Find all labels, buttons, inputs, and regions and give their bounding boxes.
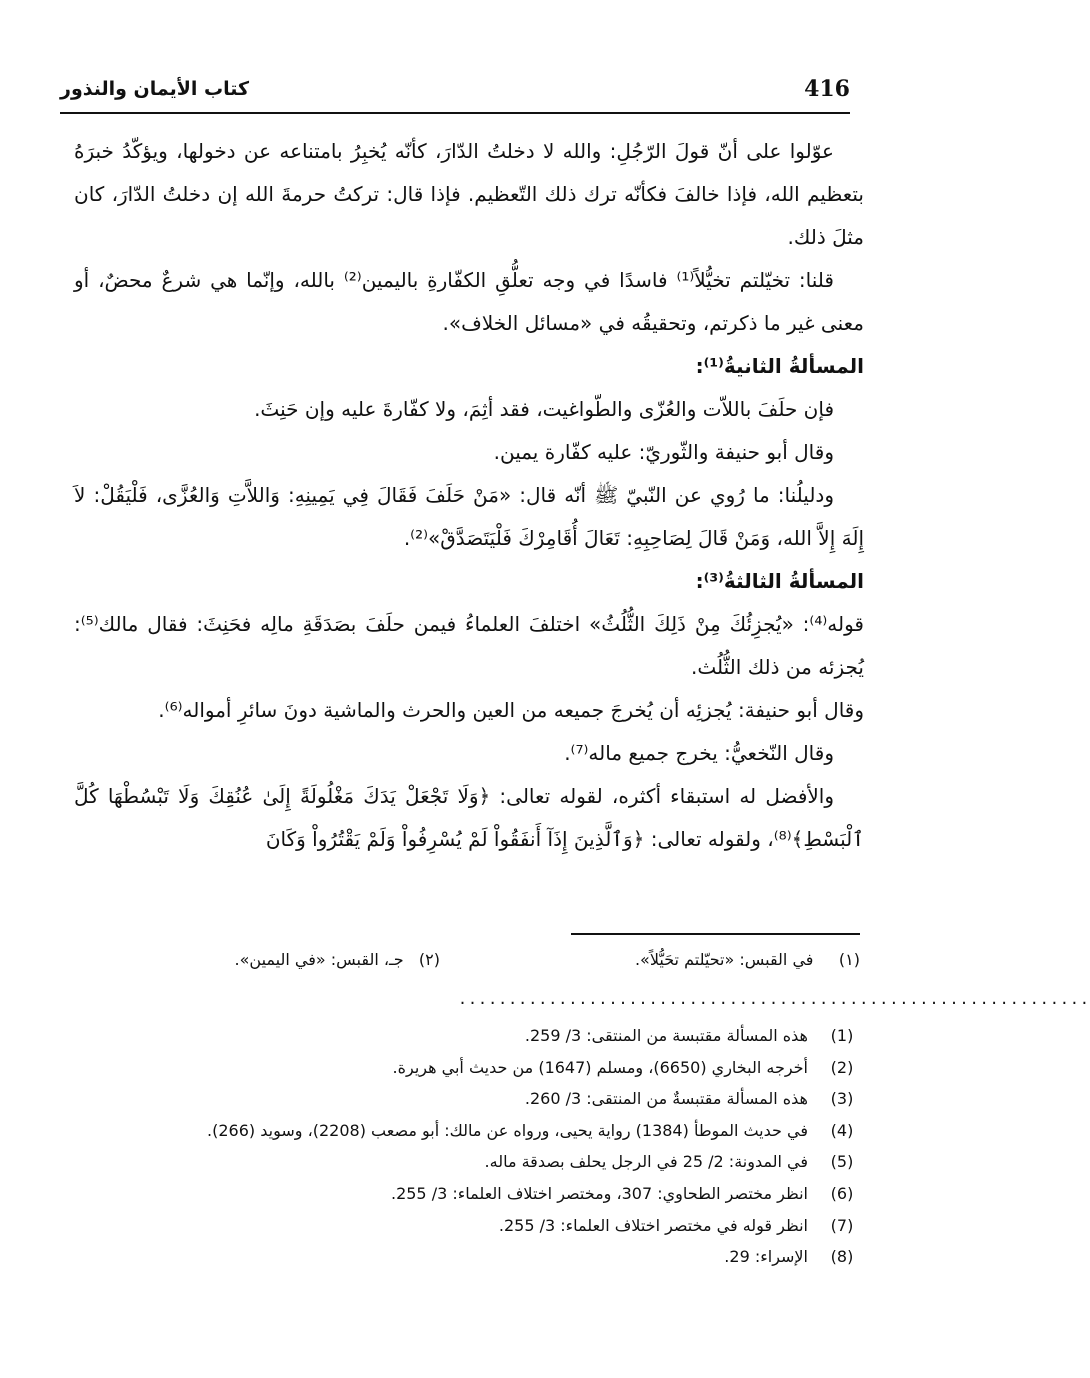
section-heading: المسألةُ الثانيةُ⁽¹⁾: xyxy=(695,354,864,378)
manuscript-footnote xyxy=(60,950,440,969)
footnote-text: في المدونة: 2/ 25 في الرجل يحلف بصدقة ماله. xyxy=(484,1152,808,1172)
footnote-text: انظر قوله في مختصر اختلاف العلماء: 3/ 255. xyxy=(498,1215,808,1235)
footnote-number: (2) xyxy=(830,1057,854,1077)
paragraph: وقال أبو حنيفة: يُجزئِه أن يُخرجَ جميعه من العين والحرث والماشية دونَ سائرِ أمواله⁽⁶⁾. xyxy=(158,698,864,722)
footnote-number: (5) xyxy=(830,1152,854,1172)
paragraph: قوله⁽⁴⁾: «يُجزِئُكَ مِنْ ذَلِكَ الثُّلُثُ» اختلفَ العلماءُ فيمن حلَفَ بصَدَقَةِ مالِه فحَنِثَ: فقال مالك⁽⁵⁾: يُجزئه من ذلك الثُّلُث. xyxy=(74,612,864,679)
footnote xyxy=(60,1115,860,1147)
paragraph: وقال أبو حنيفة والثّوريّ: عليه كفّارة يمين. xyxy=(493,440,834,464)
footnote-text: في القبس: «تحيّلتم تحَيُّلاً». xyxy=(634,950,814,969)
footnote xyxy=(60,1241,860,1273)
footnote-number: (١) xyxy=(838,950,860,969)
reference-footnotes xyxy=(60,1020,860,1273)
footnote xyxy=(60,1146,860,1178)
section-heading: المسألةُ الثالثةُ⁽³⁾: xyxy=(695,569,864,593)
footnote xyxy=(60,1178,860,1210)
footnote xyxy=(60,1083,860,1115)
footnote xyxy=(60,1020,860,1052)
main-text xyxy=(74,130,864,861)
running-title: كتاب الأيمان والنذور xyxy=(60,78,250,100)
page-number: 416 xyxy=(804,76,850,102)
paragraph: وقال النّخعيُّ: يخرج جميع ماله⁽⁷⁾. xyxy=(564,741,834,765)
footnote-text: جـ، القبس: «في اليمين». xyxy=(234,950,404,969)
footnote-separator xyxy=(571,933,860,935)
footnote xyxy=(60,1210,860,1242)
paragraph: عوّلوا على أنّ قولَ الرّجُلِ: والله لا دخلتُ الدّارَ، كأنّه يُخبِرُ بامتناعه عن دخولها، ويؤكّدُ خبرَهُ بتعظيم الله، فإذا خالفَ فكأنّه ترك ذلك التّعظيم. فإذا قال: تركتُ حرمةَ الله إن دخلتُ الدّارَ، كان مثلَ ذلك. xyxy=(74,139,864,249)
manuscript-footnotes xyxy=(60,950,860,984)
paragraph: فإن حلَفَ باللاّت والعُزّى والطّواغيت، فقد أثِمَ، ولا كفّارةَ عليه وإن حَنِثَ. xyxy=(254,397,834,421)
paragraph: والأفضل له استبقاء أكثره، لقوله تعالى: ﴿وَلَا تَجْعَلْ يَدَكَ مَغْلُولَةً إِلَىٰ عُنُقِكَ وَلَا تَبْسُطْهَا كُلَّ ٱلْبَسْطِ﴾⁽⁸⁾، ولقوله تعالى: ﴿وَٱلَّذِينَ إِذَآ أَنفَقُواْ لَمْ يُسْرِفُواْ وَلَمْ يَقْتُرُواْ وَكَانَ xyxy=(74,784,864,851)
footnote-number: (٢) xyxy=(418,950,440,969)
footnote-text: في حديث الموطأ (1384) رواية يحيى، ورواه عن مالك: أبو مصعب (2208)، وسويد (266). xyxy=(207,1120,808,1140)
footnote-text: انظر مختصر الطحاوي: 307، ومختصر اختلاف العلماء: 3/ 255. xyxy=(390,1183,808,1203)
footnote-number: (4) xyxy=(830,1120,854,1140)
footnote xyxy=(60,1052,860,1084)
footnote-text: هذه المسألة مقتبسةٌ من المنتقى: 3/ 260. xyxy=(524,1089,808,1109)
footnote-number: (3) xyxy=(830,1089,854,1109)
footnote-number: (6) xyxy=(830,1183,854,1203)
footnote-text: الإسراء: 29. xyxy=(724,1247,808,1267)
page-header xyxy=(60,72,850,114)
footnote-text: أخرجه البخاري (6650)، ومسلم (1647) من حديث أبي هريرة. xyxy=(392,1057,808,1077)
manuscript-footnote xyxy=(440,950,860,969)
paragraph: قلنا: تخيّلتم تخيُّلاً⁽¹⁾ فاسدًا في وجه تعلُّقِ الكفّارةِ باليمين⁽²⁾ بالله، وإنّما هي شرعٌ محضٌ، أو معنى غير ما ذكرتم، وتحقيقُه في «مسائل الخلاف». xyxy=(74,268,864,335)
footnote-text: هذه المسألة مقتبسة من المنتقى: 3/ 259. xyxy=(524,1026,808,1045)
footnote-number: (8) xyxy=(830,1247,854,1267)
paragraph: ودليلُنا: ما رُوي عن النّبيّ ﷺ أنّه قال: «مَنْ حَلَفَ فَقَالَ فِي يَمِينِهِ: وَاللاَّتِ وَالعُزَّى، فَلْيَقُلْ: لاَ إِلَهَ إِلاَّ الله، وَمَنْ قَالَ لِصَاحِبِهِ: تَعَالَ أُقَامِرْكَ فَلْيَتَصَدَّقْ»⁽²⁾. xyxy=(74,483,864,550)
dotted-separator: ............................................................... xyxy=(458,990,1090,1008)
footnote-number: (7) xyxy=(830,1215,854,1235)
footnote-number: (1) xyxy=(830,1026,854,1045)
